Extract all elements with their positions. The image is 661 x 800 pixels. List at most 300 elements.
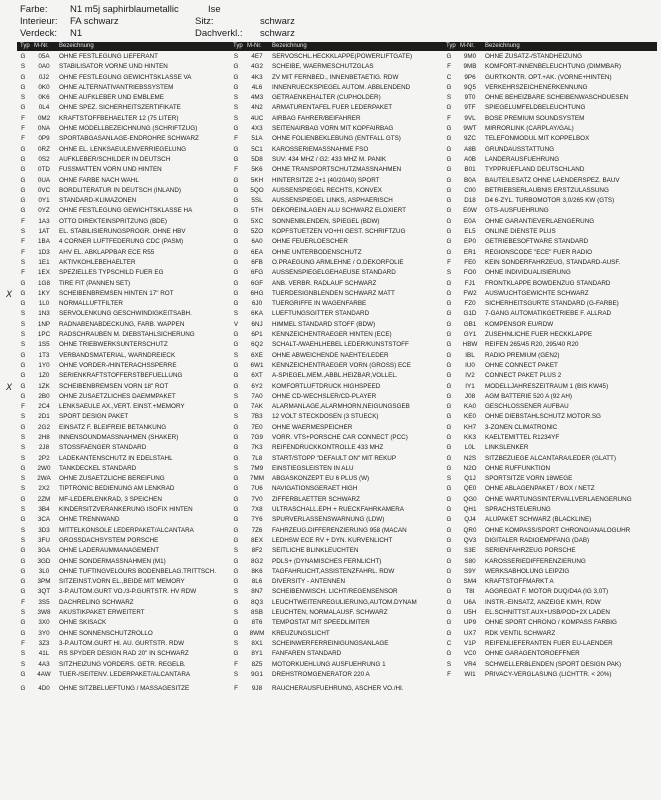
col2-mnr-header: M-Nr. (247, 43, 262, 49)
col3-mnr-header: M-Nr. (460, 43, 475, 49)
list-item (230, 62, 442, 72)
option-code: 0RZ (38, 145, 50, 153)
option-code: 2C4 (38, 403, 50, 411)
option-code: VR4 (463, 660, 477, 668)
list-item (17, 155, 229, 165)
option-type: S (233, 609, 239, 617)
option-code: KA0 (464, 403, 476, 411)
list-item (230, 629, 442, 639)
option-code: B01 (464, 166, 476, 174)
option-description: SONNENBLENDEN, SPIEGEL (BDW) (272, 217, 380, 225)
option-description: AKUSTIKPAKET ERWEITERT (59, 609, 145, 617)
option-description: GETRAENKEHALTER (CUPHOLDER) (272, 94, 381, 102)
list-item (17, 464, 229, 474)
option-code: 3Y0 (38, 629, 50, 637)
option-description: SUV: 434 MHZ / G2: 433 MHZ M. PANIK (272, 155, 387, 163)
vehicle-header (20, 4, 520, 40)
option-code: 6XE (251, 351, 263, 359)
option-code: 2P2 (38, 454, 50, 462)
option-description: OHNE WARTUNGSINTERVALLVERLAENGERUNG (485, 495, 632, 503)
list-item (443, 309, 655, 319)
option-description: LEDHSW ECE RV + DYN. KURVENLICHT (272, 536, 393, 544)
option-description: ULTRASCHALL.EPH + RUECKFAHRKAMERA (272, 506, 404, 514)
option-type: G (446, 619, 452, 627)
option-description: OHNE SONDERMASSNAHMEN (M1) (59, 557, 166, 565)
list-item (230, 299, 442, 309)
option-description: OHNE TUFTINGVELOURS BODENBELAG.TRITTSCH. (59, 567, 216, 575)
option-description: OHNE FESTLEGUNG GEWICHTSKLASSE VA (59, 73, 192, 81)
option-type: G (446, 207, 452, 215)
option-code: 1T3 (38, 351, 50, 359)
option-type: S (233, 114, 239, 122)
option-description: GRUNDAUSSTATTUNG (485, 145, 555, 153)
option-code: T8I (465, 588, 475, 596)
option-code: 9M0 (463, 53, 477, 60)
option-description: KRAFTSTOFFBEHAELTER 12 (75 LITER) (59, 114, 179, 122)
option-description: 3-P.AUTOM.GURT HI. AU. GURTSTR. RDW (59, 639, 185, 647)
list-item (443, 73, 655, 83)
option-code: N2O (463, 464, 477, 472)
list-item (443, 217, 655, 227)
option-type: S (233, 413, 239, 421)
option-code: VC0 (463, 650, 477, 658)
option-type: G (446, 155, 452, 163)
option-code: 6HG (250, 289, 264, 297)
option-code: 5C1 (251, 145, 263, 153)
list-item (443, 557, 655, 567)
option-description: LEUCHTEN, NORMALAUSF. SCHWARZ (272, 609, 388, 617)
option-code: QH1 (463, 506, 477, 514)
option-description: HIMMEL STANDARD STOFF (BDW) (272, 320, 376, 328)
option-description: AKTIVKOHLEBEHAELTER (59, 258, 136, 266)
option-code: 8F2 (251, 547, 263, 555)
option-code: FE0 (464, 258, 476, 266)
option-type: S (446, 94, 452, 102)
option-description: OHNE FESTLEGUNG GEWICHTSKLASSE HA (59, 207, 193, 215)
option-type: C (446, 639, 452, 647)
option-description: OHNE SPORT CHRONO / KOMPASS FARBIG (485, 619, 617, 627)
option-type: G (20, 166, 26, 174)
option-type: G (233, 248, 239, 256)
option-type: G (233, 536, 239, 544)
option-code: 7Z6 (251, 526, 263, 534)
list-item (17, 423, 229, 433)
list-item (443, 299, 655, 309)
option-code: KH7 (463, 423, 477, 431)
option-code: 4AW (37, 670, 51, 678)
option-description: PDLS+ (DYNAMISCHES FERNLICHT) (272, 557, 382, 565)
option-description: OHNE ZUSAETZLICHES DAEMMPAKET (59, 392, 176, 400)
option-code: 1KY (38, 289, 50, 297)
list-item (230, 412, 442, 422)
option-type: G (20, 423, 26, 431)
option-type: S (20, 660, 26, 668)
option-code: 3W8 (37, 609, 51, 617)
option-type: G (233, 176, 239, 184)
list-item (230, 165, 442, 175)
list-item (17, 639, 229, 649)
list-item (17, 248, 229, 258)
list-item (17, 299, 229, 309)
list-item (443, 392, 655, 402)
option-type: G (20, 495, 26, 503)
list-item (17, 320, 229, 330)
list-item (443, 155, 655, 165)
option-code: N2S (463, 454, 477, 462)
option-code: 3PM (37, 578, 51, 586)
option-description: TIRE FIT (PANNEN SET) (59, 279, 131, 287)
option-code: 2W0 (37, 464, 51, 472)
option-type: F (21, 135, 25, 143)
option-code: QR0 (463, 526, 477, 534)
option-code: QE0 (463, 485, 477, 493)
option-description: OTTO DIREKTEINSPRITZUNG (BDE) (59, 217, 167, 225)
option-code: 0L4 (38, 104, 50, 112)
option-type: G (446, 176, 452, 184)
list-item (17, 454, 229, 464)
option-description: REIFENLIEFERANTEN FUER EU-LAENDER (485, 639, 613, 647)
option-code: 7AK (251, 403, 263, 411)
option-description: SERVOLENKUNG GESCHWINDIGKEITSABH. (59, 310, 192, 318)
option-code: 3GD (37, 557, 51, 565)
option-code: 7A0 (251, 392, 263, 400)
list-item (230, 536, 442, 546)
option-description: OHNE EL. LENKSAEULENVERRIEGELUNG (59, 145, 187, 153)
option-description: RADIO PREMIUM (GEN2) (485, 351, 560, 359)
list-item (230, 217, 442, 227)
option-type: G (20, 289, 26, 297)
option-description: TUERGRIFFE IN WAGENFARBE (272, 300, 367, 308)
list-item (443, 660, 655, 670)
option-description: KOPFSTUETZEN VO+HI GEST. SCHRIFTZUG (272, 228, 406, 236)
option-type: G (446, 145, 452, 153)
option-description: AUFKLEBER/SCHILDER IN DEUTSCH (59, 155, 171, 163)
option-code: 9MB (463, 63, 477, 71)
option-description: REIFEN 265/45 R20, 295/40 R20 (485, 341, 579, 349)
list-item (17, 361, 229, 371)
option-code: QV3 (463, 536, 477, 544)
sitz-label: Sitz: (195, 16, 214, 27)
option-code: 0M2 (37, 114, 51, 122)
footer-row (17, 684, 657, 694)
option-description: SITZBEZUEGE ALCANTARA/LEDER (GLATT) (485, 454, 616, 462)
option-description: OHNE CD-WECHSLER/CD-PLAYER (272, 392, 377, 400)
option-type: G (233, 506, 239, 514)
list-item (443, 412, 655, 422)
option-description: GETRIEBESOFTWARE STANDARD (485, 238, 589, 246)
option-type: G (446, 238, 452, 246)
list-item (17, 330, 229, 340)
option-code: 7G9 (251, 433, 263, 441)
list-item (443, 289, 655, 299)
option-description: FUSSMATTEN VORN UND HINTEN (59, 166, 162, 174)
option-description: AHV EL. ABKLAPPBAR ECE R55 (59, 248, 155, 256)
list-item (230, 649, 442, 659)
option-description: D4 6-ZYL. TURBOMOTOR 3,0/265 KW (GTS) (485, 197, 615, 205)
option-description: KAROSSERIEMASSNAHME FSO (272, 145, 369, 153)
option-description: SPORTABGASANLAGE-ENDROHRE SCHWARZ (59, 135, 199, 143)
option-type: G (446, 382, 452, 390)
option-description: OHNE FOLIENBEKLEBUNG (ENTFALL GTS) (272, 135, 401, 143)
option-type: G (233, 83, 239, 91)
list-item (443, 351, 655, 361)
option-type: G (446, 433, 452, 441)
list-item (17, 412, 229, 422)
list-item (17, 598, 229, 608)
option-description: OHNE ZUSATZ-/STANDHEIZUNG (485, 53, 583, 60)
list-item (230, 320, 442, 330)
option-type: G (20, 351, 26, 359)
option-type: G (446, 423, 452, 431)
list-item (230, 309, 442, 319)
option-code: 0J2 (38, 73, 50, 81)
list-item (230, 598, 442, 608)
option-description: OHNE LADERAUMMANAGEMENT (59, 547, 160, 555)
option-code: 7MM (250, 475, 264, 483)
option-description: START/STOPP "DEFAULT ON" MIT REKUP (272, 454, 397, 462)
option-code: ER1 (463, 248, 477, 256)
farbe-label: Farbe: (20, 4, 48, 15)
option-code: 3L0 (38, 567, 50, 575)
option-type: S (20, 444, 26, 452)
list-item (230, 289, 442, 299)
option-description: OHNE ZUSAETZLICHE BEREIFUNG (59, 475, 165, 483)
option-description: VORR. VTS+PORSCHE CAR CONNECT (PCC) (272, 433, 408, 441)
list-item (230, 577, 442, 587)
option-type: S (20, 320, 26, 328)
option-description: HINTERSITZE 2+1 (40/20/40) SPORT (272, 176, 380, 184)
option-type: G (20, 83, 26, 91)
option-code: 5KH (250, 176, 264, 184)
option-code: 7X8 (251, 506, 263, 514)
option-description: EINSATZ F. BLEIFREIE BETANKUNG (59, 423, 167, 431)
option-code: GB1 (463, 320, 477, 328)
option-code: 1D3 (38, 248, 50, 256)
option-code: FW2 (463, 289, 477, 297)
option-code: 9G1 (251, 670, 263, 678)
option-code: 7U6 (251, 485, 263, 493)
option-description: NAVIGATIONSGERAET HIGH (272, 485, 358, 493)
option-type: G (233, 557, 239, 565)
list-item (17, 557, 229, 567)
option-type: F (21, 217, 25, 225)
list-item (17, 608, 229, 618)
list-item (443, 196, 655, 206)
list-item (17, 649, 229, 659)
option-type: S (233, 547, 239, 555)
option-description: KRAFTSTOFFMARKT A (485, 578, 554, 586)
option-type: S (233, 310, 239, 318)
dachverkl-value: schwarz (260, 28, 295, 39)
list-item (230, 526, 442, 536)
footer-cell: RAUCHERAUSFUEHRUNG, ASCHER VO./HI. (272, 685, 404, 693)
list-item (230, 371, 442, 381)
option-type: S (446, 660, 452, 668)
option-description: KOMFORTLUFTDRUCK HIGHSPEED (272, 382, 381, 390)
option-description: SCHEIBENBREMSEN HINTEN 17" ROT (59, 289, 174, 297)
list-item (443, 320, 655, 330)
option-description: AUSSENSPIEGELGEHAEUSE STANDARD (272, 269, 396, 277)
option-code: 4N2 (251, 104, 263, 112)
option-code: 9WT (463, 125, 477, 133)
option-type: G (446, 403, 452, 411)
option-description: OHNE RUFFUNKTION (485, 464, 551, 472)
option-code: 5SL (251, 197, 263, 205)
list-item (17, 536, 229, 546)
list-item (443, 546, 655, 556)
option-type: G (446, 186, 452, 194)
option-description: RADNABENABDECKUNG, FARB. WAPPEN (59, 320, 185, 328)
option-type: S (20, 433, 26, 441)
option-code: 8Y1 (251, 650, 263, 658)
option-code: 1ZK (38, 382, 50, 390)
list-item (443, 618, 655, 628)
option-description: AUSSENSPIEGEL RECHTS, KONVEX (272, 186, 382, 194)
list-item (17, 206, 229, 216)
option-code: 7V0 (251, 495, 263, 503)
list-item (443, 495, 655, 505)
option-type: G (233, 155, 239, 163)
option-type: S (233, 351, 239, 359)
option-code: 8Q3 (251, 598, 263, 606)
option-description: LENKSAEULE AX.,VERT. EINST.+MEMORY (59, 403, 185, 411)
option-code: U5H (463, 609, 477, 617)
option-description: SERIENKRAFTSTOFFERSTBEFUELLUNG (59, 372, 183, 380)
option-description: OHNE SONNENSCHUTZROLLO (59, 629, 153, 637)
option-description: OHNE ABLAGENPAKET / BOX / NETZ (485, 485, 595, 493)
list-item (230, 186, 442, 196)
option-type: S (20, 258, 26, 266)
option-type: S (20, 94, 26, 102)
option-code: 1Y0 (38, 361, 50, 369)
list-item (443, 52, 655, 62)
option-type: G (20, 372, 26, 380)
option-code: G1D (463, 310, 477, 318)
option-code: 2X2 (38, 485, 50, 493)
option-code: 0P9 (38, 135, 50, 143)
option-description: VERKEHRSZEICHENERKENNUNG (485, 83, 588, 91)
option-description: PRIVACY-VERGLASUNG (LICHTTR. < 20%) (485, 670, 612, 678)
option-description: KEIN SONDERFAHRZEUG, STANDARD-AUSF. (485, 258, 621, 266)
farbe-value: N1 m5j saphirblaumetallic (70, 4, 179, 15)
list-item (443, 114, 655, 124)
list-item (230, 340, 442, 350)
option-code: 4G2 (251, 63, 263, 71)
option-type: G (446, 578, 452, 586)
option-description: SERVOSCHL.HECKKLAPPE(POWERLIFTGATE) (272, 53, 413, 60)
list-item (230, 145, 442, 155)
option-description: OHNE CONNECT PAKET (485, 361, 558, 369)
option-code: 5K6 (251, 166, 263, 174)
option-description: A-SPIEGEL,MEM.,ABBL.HEIZBAR,VOLLEL. (272, 372, 398, 380)
option-type: S (20, 63, 26, 71)
option-code: L0L (464, 444, 476, 452)
option-description: TELEFONMODUL MIT KOPPELBOX (485, 135, 590, 143)
option-type: G (446, 629, 452, 637)
option-type: G (20, 557, 26, 565)
option-type: S (233, 639, 239, 647)
option-code: 6P1 (251, 331, 263, 339)
option-description: SERIENFAHRZEUG PORSCHE (485, 547, 576, 555)
option-description: OHNE TRENNWAND (59, 516, 120, 524)
option-type: S (233, 104, 239, 112)
option-description: OHNE WAERMESPEICHER (272, 423, 353, 431)
option-code: E0A (464, 217, 476, 225)
col1-bez-header: Bezeichnung (59, 43, 94, 49)
list-item (17, 629, 229, 639)
option-type: S (233, 588, 239, 596)
option-description: REGIONSCODE "ECE" FUER RADIO (485, 248, 592, 256)
option-code: A0B (464, 155, 476, 163)
option-description: TANKDECKEL STANDARD (59, 464, 137, 472)
list-item (443, 237, 655, 247)
option-type: S (446, 269, 452, 277)
option-type: G (446, 310, 452, 318)
option-description: OHNE GARANTIEVERLAENGERUNG (485, 217, 595, 225)
option-description: AGM BATTERIE 520 A (92 AH) (485, 392, 573, 400)
option-code: QJ4 (464, 516, 476, 524)
option-code: 4X3 (251, 125, 263, 133)
option-type: G (233, 629, 239, 637)
option-code: 8G2 (251, 557, 263, 565)
option-type: G (233, 186, 239, 194)
option-type: G (446, 547, 452, 555)
option-code: J08 (464, 392, 476, 400)
option-type: S (20, 526, 26, 534)
list-item (17, 515, 229, 525)
option-code: 6FG (250, 269, 264, 277)
list-item (443, 361, 655, 371)
option-type: G (233, 228, 239, 236)
option-description: BOSE PREMIUM SOUNDSYSTEM (485, 114, 585, 122)
option-code: 2J8 (38, 444, 50, 452)
option-description: OHNE SKISACK (59, 619, 107, 627)
option-code: 5TH (251, 207, 263, 215)
option-type: F (234, 660, 238, 668)
option-description: REIFENDRUCKKONTROLLE 433 MHZ (272, 444, 384, 452)
option-code: 7M9 (250, 464, 264, 472)
list-item (17, 526, 229, 536)
option-type: G (446, 331, 452, 339)
option-code: U6A (463, 598, 477, 606)
list-item (443, 248, 655, 258)
option-description: AGGREGAT F. MOTOR DUQ/D4A (IG 3,0T) (485, 588, 609, 596)
option-type: G (20, 567, 26, 575)
list-item (443, 515, 655, 525)
option-type: G (233, 300, 239, 308)
sitz-value: schwarz (260, 16, 295, 27)
option-type: F (447, 114, 451, 122)
option-description: OHNE VORDER-/HINTERACHSSPERRE (59, 361, 177, 369)
option-description: SITZEINST.VORN EL.,BEIDE MIT MEMORY (59, 578, 185, 586)
option-description: SPURVERLASSENSWARNUNG (LDW) (272, 516, 385, 524)
option-code: QG0 (463, 495, 477, 503)
list-item (17, 577, 229, 587)
option-type: G (233, 145, 239, 153)
option-code: 4M3 (250, 94, 264, 102)
option-code: 1A3 (38, 217, 50, 225)
option-description: SCHEIBENWISCH. LICHT/REGENSENSOR (272, 588, 398, 596)
option-description: TIPTRONIC BEDIENUNG AM LENKRAD (59, 485, 175, 493)
option-description: DEKOREINLAGEN ALU SCHWARZ ELOXIERT (272, 207, 407, 215)
option-description: KAROSSERIEDIFFERENZIERUNG (485, 557, 586, 565)
option-code: V1P (464, 639, 476, 647)
option-description: SEITLICHE BLINKLEUCHTEN (272, 547, 359, 555)
option-code: 0NA (37, 125, 51, 133)
list-item (230, 73, 442, 83)
option-type: G (233, 433, 239, 441)
option-description: EL. STABILISIERUNGSPROGR. OHNE HBV (59, 228, 186, 236)
